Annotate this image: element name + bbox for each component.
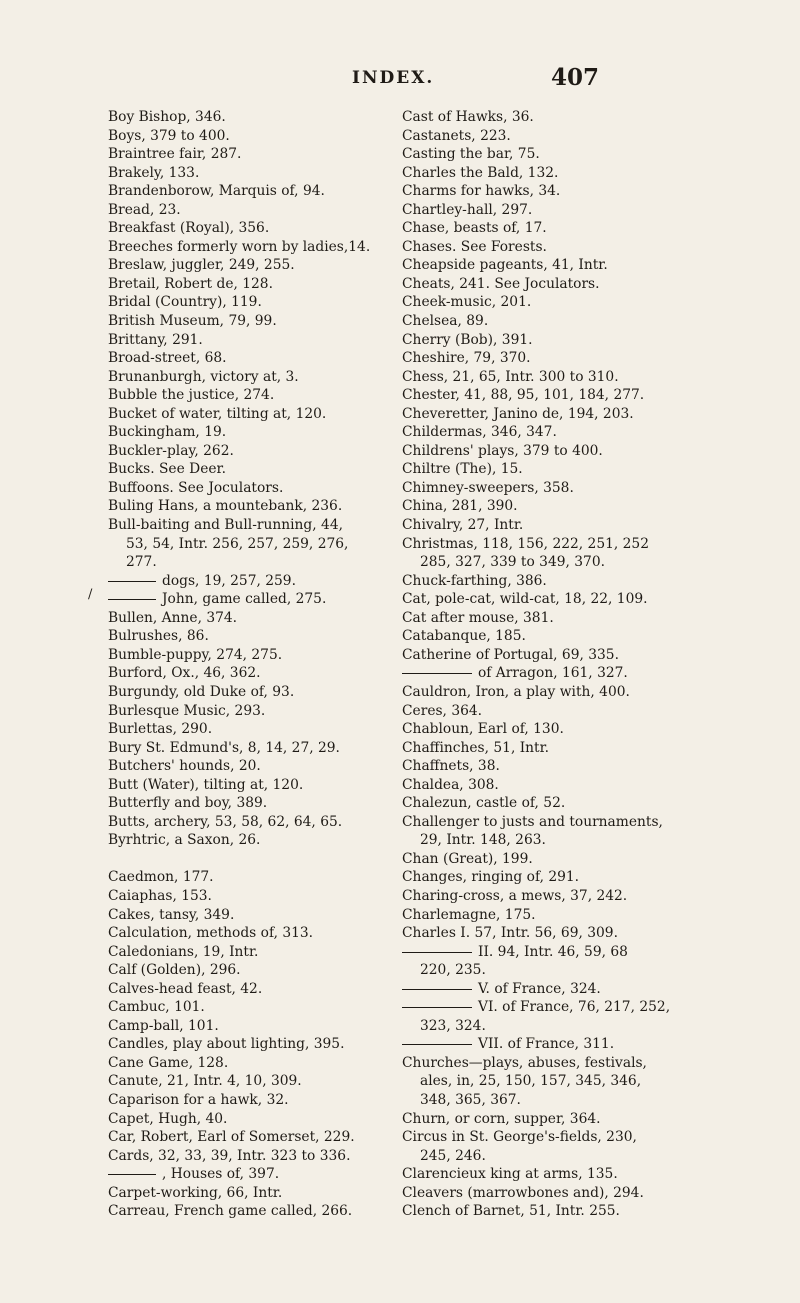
index-entry — [402, 1091, 708, 1110]
index-entry — [108, 720, 393, 739]
index-entry — [402, 887, 708, 906]
index-entry-text: Breakfast (Royal), 356. — [108, 220, 270, 237]
index-entry — [108, 1091, 393, 1110]
index-entry-text: Caparison for a hawk, 32. — [108, 1091, 289, 1108]
index-entry — [108, 1147, 393, 1166]
index-entry-text: Bretail, Robert de, 128. — [108, 275, 273, 292]
index-entry — [402, 627, 708, 646]
section-gap — [108, 850, 393, 869]
index-entry-text: Chaffinches, 51, Intr. — [402, 739, 550, 756]
index-entry-text: Butchers' hounds, 20. — [108, 758, 261, 775]
index-entry — [402, 1128, 708, 1147]
index-entry-text: Charlemagne, 175. — [402, 906, 536, 923]
index-entry-text: Churn, or corn, supper, 364. — [402, 1110, 601, 1127]
index-entry — [108, 201, 393, 220]
index-entry-text: Broad-street, 68. — [108, 350, 227, 367]
index-entry-text: Brakely, 133. — [108, 164, 200, 181]
index-entry-text: Candles, play about lighting, 395. — [108, 1036, 345, 1053]
index-entry — [108, 108, 393, 127]
index-entry-text: Challenger to justs and tournaments, — [402, 813, 663, 830]
ditto-dash — [402, 952, 472, 953]
index-entry — [108, 813, 393, 832]
index-entry-text: Chase, beasts of, 17. — [402, 220, 547, 237]
index-entry — [402, 961, 708, 980]
index-entry-text: Capet, Hugh, 40. — [108, 1110, 228, 1127]
index-entry-text: Buckler-play, 262. — [108, 442, 234, 459]
index-entry-text: Byrhtric, a Saxon, 26. — [108, 832, 261, 849]
index-entry — [108, 238, 393, 257]
index-entry — [108, 868, 393, 887]
index-entry-text: Braintree fair, 287. — [108, 146, 242, 163]
index-entry-text: Carpet-working, 66, Intr. — [108, 1184, 283, 1201]
index-entry-text: 348, 365, 367. — [420, 1091, 521, 1108]
index-entry-text: 53, 54, Intr. 256, 257, 259, 276, — [126, 535, 349, 552]
index-entry — [402, 794, 708, 813]
index-entry-text: Charms for hawks, 34. — [402, 183, 561, 200]
index-entry — [108, 423, 393, 442]
page-number: 407 — [551, 64, 600, 91]
index-entry — [108, 1202, 393, 1221]
index-entry-text: Breslaw, juggler, 249, 255. — [108, 257, 295, 274]
index-entry-text: Chuck-farthing, 386. — [402, 572, 547, 589]
index-entry-text: Burgundy, old Duke of, 93. — [108, 683, 295, 700]
index-entry — [108, 924, 393, 943]
index-entry — [402, 572, 708, 591]
index-entry — [108, 943, 393, 962]
index-entry-text: Casting the bar, 75. — [402, 146, 540, 163]
index-entry-text: Clench of Barnet, 51, Intr. 255. — [402, 1203, 620, 1220]
index-entry — [108, 460, 393, 479]
index-entry — [108, 961, 393, 980]
index-entry — [402, 405, 708, 424]
index-entry — [402, 590, 708, 609]
index-entry-text: 29, Intr. 148, 263. — [420, 832, 546, 849]
index-entry-text: Cheapside pageants, 41, Intr. — [402, 257, 608, 274]
index-entry-text: Butts, archery, 53, 58, 62, 64, 65. — [108, 813, 343, 830]
index-entry — [402, 238, 708, 257]
index-entry-text: Burlettas, 290. — [108, 721, 213, 738]
index-entry-text: Boys, 379 to 400. — [108, 127, 230, 144]
index-entry-text: Buling Hans, a mountebank, 236. — [108, 498, 343, 515]
index-entry-text: Catherine of Portugal, 69, 335. — [402, 646, 619, 663]
index-entry — [402, 924, 708, 943]
index-entry — [402, 831, 708, 850]
index-entry — [108, 794, 393, 813]
index-entry — [108, 887, 393, 906]
index-entry — [108, 127, 393, 146]
index-entry-text: Bumble-puppy, 274, 275. — [108, 646, 283, 663]
index-entry-text: Calculation, methods of, 313. — [108, 925, 314, 942]
index-entry — [402, 256, 708, 275]
index-entry-text: Bull-baiting and Bull-running, 44, — [108, 517, 343, 534]
index-entry — [402, 1165, 708, 1184]
index-entry-text: Buffoons. See Joculators. — [108, 479, 284, 496]
index-entry — [108, 405, 393, 424]
index-entry — [108, 683, 393, 702]
index-entry — [108, 479, 393, 498]
ditto-dash — [402, 1007, 472, 1008]
index-entry — [402, 998, 708, 1017]
index-column-left — [108, 108, 393, 1221]
index-entry-text: Butt (Water), tilting at, 120. — [108, 776, 304, 793]
index-entry-text: Bulrushes, 86. — [108, 628, 209, 645]
index-entry — [108, 219, 393, 238]
index-entry — [402, 1184, 708, 1203]
index-entry-text: Cheshire, 79, 370. — [402, 350, 531, 367]
index-entry-text: Catabanque, 185. — [402, 628, 526, 645]
index-entry-text: 277. — [126, 554, 157, 571]
index-entry-text: Cheek-music, 201. — [402, 294, 532, 311]
index-entry-text: Brandenborow, Marquis of, 94. — [108, 183, 325, 200]
index-entry — [108, 164, 393, 183]
index-entry — [402, 275, 708, 294]
index-entry — [108, 497, 393, 516]
index-entry — [108, 1017, 393, 1036]
index-entry-text: British Museum, 79, 99. — [108, 313, 277, 330]
index-entry-text: ales, in, 25, 150, 157, 345, 346, — [420, 1073, 642, 1090]
index-entry — [402, 720, 708, 739]
ditto-dash — [402, 989, 472, 990]
index-entry — [402, 739, 708, 758]
index-entry-text: Canute, 21, Intr. 4, 10, 309. — [108, 1073, 302, 1090]
index-entry — [108, 349, 393, 368]
index-entry — [402, 460, 708, 479]
index-entry-text: Bubble the justice, 274. — [108, 387, 275, 404]
ditto-dash — [108, 581, 156, 582]
index-entry — [108, 1165, 393, 1184]
index-entry — [108, 702, 393, 721]
index-entry-text: Chases. See Forests. — [402, 238, 547, 255]
index-entry-text: Christmas, 118, 156, 222, 251, 252 — [402, 535, 649, 552]
index-entry-text: VI. of France, 76, 217, 252, — [478, 999, 671, 1016]
index-entry — [108, 1110, 393, 1129]
ditto-dash — [108, 1174, 156, 1175]
index-entry — [402, 312, 708, 331]
index-entry — [108, 627, 393, 646]
ditto-dash — [402, 673, 472, 674]
index-entry — [402, 368, 708, 387]
index-entry — [108, 535, 393, 554]
index-entry-text: Charles the Bald, 132. — [402, 164, 559, 181]
index-entry — [402, 906, 708, 925]
index-entry-text: 323, 324. — [420, 1017, 486, 1034]
index-entry — [402, 1110, 708, 1129]
index-entry — [108, 553, 393, 572]
index-entry — [108, 312, 393, 331]
index-entry-text: Cherry (Bob), 391. — [402, 331, 533, 348]
index-entry — [402, 516, 708, 535]
index-entry — [108, 831, 393, 850]
index-entry — [108, 516, 393, 535]
index-entry-text: Caledonians, 19, Intr. — [108, 943, 259, 960]
index-entry-text: Caedmon, 177. — [108, 869, 214, 886]
index-entry — [402, 1072, 708, 1091]
index-entry — [108, 145, 393, 164]
index-entry-text: Bucket of water, tilting at, 120. — [108, 405, 327, 422]
index-entry-text: V. of France, 324. — [478, 980, 601, 997]
index-entry-text: Cakes, tansy, 349. — [108, 906, 235, 923]
index-entry-text: Chalezun, castle of, 52. — [402, 795, 566, 812]
index-entry — [402, 127, 708, 146]
index-entry-text: Chimney-sweepers, 358. — [402, 479, 574, 496]
index-entry — [402, 813, 708, 832]
index-entry — [402, 201, 708, 220]
index-entry — [108, 1035, 393, 1054]
ditto-dash — [402, 1044, 472, 1045]
index-entry-text: Buckingham, 19. — [108, 424, 227, 441]
index-entry-text: Cheveretter, Janino de, 194, 203. — [402, 405, 634, 422]
index-entry — [402, 646, 708, 665]
running-head: INDEX. — [352, 68, 435, 88]
index-entry — [108, 609, 393, 628]
index-entry — [108, 590, 393, 609]
index-entry-text: Breeches formerly worn by ladies,14. — [108, 238, 371, 255]
index-entry-text: Bridal (Country), 119. — [108, 294, 262, 311]
index-entry-text: Burford, Ox., 46, 362. — [108, 665, 261, 682]
index-entry — [402, 479, 708, 498]
index-entry-text: Charing-cross, a mews, 37, 242. — [402, 887, 628, 904]
index-entry — [108, 182, 393, 201]
index-entry — [108, 368, 393, 387]
index-entry — [402, 349, 708, 368]
margin-mark: / — [88, 587, 93, 602]
index-entry — [108, 256, 393, 275]
index-entry-text: Bucks. See Deer. — [108, 461, 226, 478]
index-entry-text: Cleavers (marrowbones and), 294. — [402, 1184, 644, 1201]
index-entry-text: Carreau, French game called, 266. — [108, 1203, 353, 1220]
index-entry-text: Cards, 32, 33, 39, Intr. 323 to 336. — [108, 1147, 351, 1164]
index-entry — [108, 1184, 393, 1203]
index-entry — [402, 182, 708, 201]
index-entry — [402, 1017, 708, 1036]
index-entry-text: Charles I. 57, Intr. 56, 69, 309. — [402, 925, 618, 942]
index-entry-text: Caiaphas, 153. — [108, 887, 212, 904]
index-entry-text: Chartley-hall, 297. — [402, 201, 533, 218]
index-entry-text: Bury St. Edmund's, 8, 14, 27, 29. — [108, 739, 340, 756]
index-entry — [108, 1054, 393, 1073]
index-entry — [108, 1072, 393, 1091]
index-entry-text: Cast of Hawks, 36. — [402, 109, 534, 125]
index-entry — [402, 497, 708, 516]
index-entry — [108, 1128, 393, 1147]
index-entry — [108, 980, 393, 999]
index-entry — [402, 683, 708, 702]
index-entry — [402, 868, 708, 887]
index-entry-text: Butterfly and boy, 389. — [108, 795, 268, 812]
index-entry — [402, 442, 708, 461]
index-entry — [108, 998, 393, 1017]
index-entry — [402, 1202, 708, 1221]
index-entry — [402, 108, 708, 127]
index-entry-text: Brunanburgh, victory at, 3. — [108, 368, 299, 385]
index-entry — [402, 423, 708, 442]
index-entry-text: Childrens' plays, 379 to 400. — [402, 442, 603, 459]
index-entry-text: China, 281, 390. — [402, 498, 518, 515]
index-entry-text: Calves-head feast, 42. — [108, 980, 263, 997]
index-entry-text: VII. of France, 311. — [478, 1036, 615, 1053]
index-entry — [402, 757, 708, 776]
ditto-dash — [108, 599, 156, 600]
index-entry-text: Bullen, Anne, 374. — [108, 609, 238, 626]
index-entry — [402, 1054, 708, 1073]
index-entry-text: Cat, pole-cat, wild-cat, 18, 22, 109. — [402, 591, 648, 608]
index-entry-text: , Houses of, 397. — [162, 1166, 280, 1183]
index-entry — [402, 293, 708, 312]
index-entry-text: Castanets, 223. — [402, 127, 511, 144]
index-entry — [402, 702, 708, 721]
index-entry — [402, 664, 708, 683]
index-entry-text: 220, 235. — [420, 962, 486, 979]
index-entry-text: Chan (Great), 199. — [402, 850, 533, 867]
index-entry-text: Chaldea, 308. — [402, 776, 499, 793]
index-entry-text: Brittany, 291. — [108, 331, 203, 348]
index-entry — [402, 386, 708, 405]
index-entry-text: Chiltre (The), 15. — [402, 461, 523, 478]
index-entry-text: Cauldron, Iron, a play with, 400. — [402, 683, 630, 700]
index-entry-text: 245, 246. — [420, 1147, 486, 1164]
index-entry — [402, 331, 708, 350]
index-entry — [108, 572, 393, 591]
page-header — [0, 64, 800, 104]
index-entry-text: Chester, 41, 88, 95, 101, 184, 277. — [402, 387, 645, 404]
index-entry — [402, 776, 708, 795]
index-entry-text: Ceres, 364. — [402, 702, 483, 719]
index-entry — [108, 906, 393, 925]
index-entry-text: Car, Robert, Earl of Somerset, 229. — [108, 1129, 355, 1146]
index-entry-text: of Arragon, 161, 327. — [478, 665, 628, 682]
index-entry-text: John, game called, 275. — [162, 591, 327, 608]
index-entry — [402, 609, 708, 628]
index-entry-text: 285, 327, 339 to 349, 370. — [420, 554, 605, 571]
index-entry-text: dogs, 19, 257, 259. — [162, 572, 296, 589]
index-entry — [402, 553, 708, 572]
index-entry — [108, 757, 393, 776]
index-entry — [402, 980, 708, 999]
index-entry-text: Changes, ringing of, 291. — [402, 869, 580, 886]
index-entry-text: Childermas, 346, 347. — [402, 424, 557, 441]
index-column-right — [402, 108, 708, 1221]
index-entry-text: Cat after mouse, 381. — [402, 609, 554, 626]
index-entry — [108, 293, 393, 312]
index-entry-text: Boy Bishop, 346. — [108, 109, 226, 125]
index-entry-text: Camp-ball, 101. — [108, 1017, 219, 1034]
index-entry — [402, 1147, 708, 1166]
index-entry-text: Circus in St. George's-fields, 230, — [402, 1129, 637, 1146]
index-entry-text: Chess, 21, 65, Intr. 300 to 310. — [402, 368, 619, 385]
index-entry — [108, 776, 393, 795]
index-entry — [402, 219, 708, 238]
index-entry-text: Cane Game, 128. — [108, 1054, 229, 1071]
index-entry — [108, 646, 393, 665]
index-entry-text: Burlesque Music, 293. — [108, 702, 266, 719]
index-entry-text: II. 94, Intr. 46, 59, 68 — [478, 943, 628, 960]
index-entry-text: Chaffnets, 38. — [402, 758, 500, 775]
index-entry — [108, 739, 393, 758]
index-entry — [108, 442, 393, 461]
index-entry-text: Chivalry, 27, Intr. — [402, 517, 524, 534]
index-entry — [402, 850, 708, 869]
index-entry-text: Cheats, 241. See Joculators. — [402, 275, 600, 292]
index-entry — [402, 535, 708, 554]
index-entry-text: Chabloun, Earl of, 130. — [402, 721, 564, 738]
index-entry-text: Calf (Golden), 296. — [108, 962, 241, 979]
index-entry — [402, 943, 708, 962]
index-entry — [108, 386, 393, 405]
index-entry-text: Churches—plays, abuses, festivals, — [402, 1054, 647, 1071]
index-entry — [402, 145, 708, 164]
index-entry-text: Cambuc, 101. — [108, 999, 205, 1016]
index-entry-text: Chelsea, 89. — [402, 313, 489, 330]
index-entry — [108, 664, 393, 683]
index-entry-text: Clarencieux king at arms, 135. — [402, 1166, 618, 1183]
index-entry-text: Bread, 23. — [108, 201, 181, 218]
index-entry — [108, 331, 393, 350]
index-entry — [108, 275, 393, 294]
index-entry — [402, 164, 708, 183]
index-entry — [402, 1035, 708, 1054]
